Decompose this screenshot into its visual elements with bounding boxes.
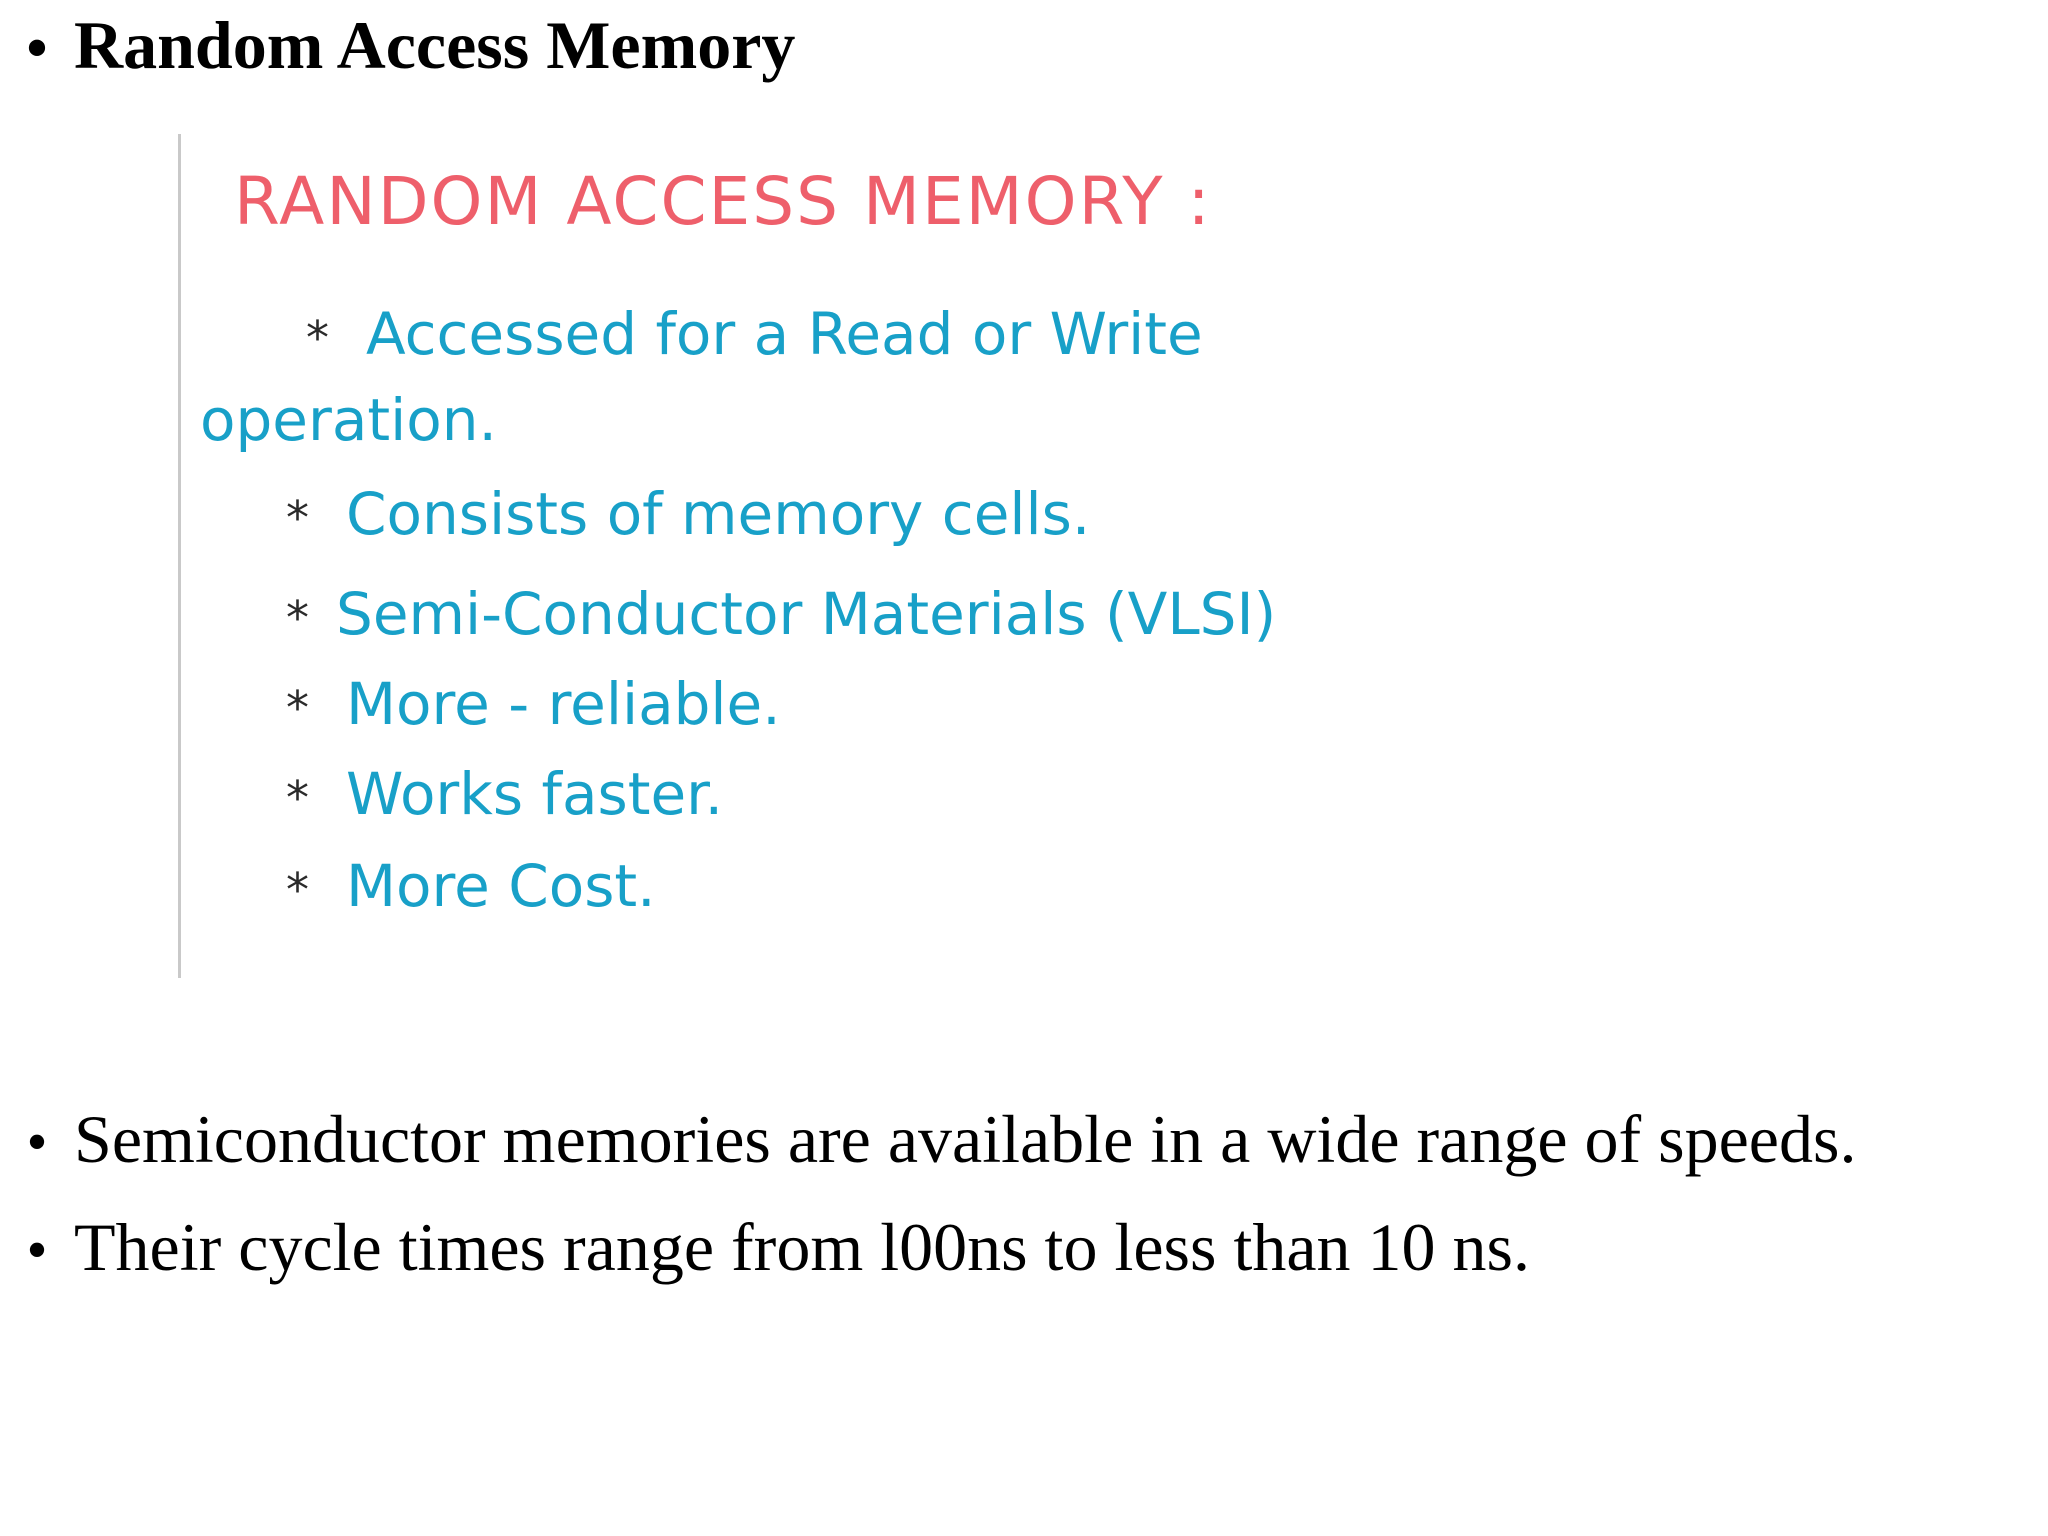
star-icon: * <box>286 591 309 645</box>
note-item: Accessed for a Read or Write <box>366 300 1203 368</box>
star-icon: * <box>286 681 309 735</box>
bullet-marker: • <box>26 1109 48 1175</box>
note-item: Semi-Conductor Materials (VLSI) <box>336 580 1277 648</box>
star-icon: * <box>286 491 309 545</box>
handwritten-notes-drawing <box>178 134 1278 978</box>
star-icon: * <box>306 311 329 365</box>
handwritten-notes-image <box>178 134 1278 978</box>
note-item: Consists of memory cells. <box>346 480 1091 548</box>
star-icon: * <box>286 771 309 825</box>
note-item: More Cost. <box>346 852 656 920</box>
bullet-line <box>0 1208 1530 1287</box>
note-item: Works faster. <box>346 760 724 828</box>
bullet-marker: • <box>26 1217 48 1283</box>
note-item: More - reliable. <box>346 670 781 738</box>
bullet-text: Semiconductor memories are available in a wide range of speeds. <box>74 1101 1857 1177</box>
bullet-line <box>0 1100 1856 1179</box>
note-title: RANDOM ACCESS MEMORY : <box>234 163 1212 240</box>
note-item: operation. <box>200 386 497 454</box>
star-icon: * <box>286 863 309 917</box>
bullet-text: Their cycle times range from l00ns to less than 10 ns. <box>74 1209 1530 1285</box>
heading-text: Random Access Memory <box>74 7 796 83</box>
heading-line <box>0 6 795 85</box>
heading-bullet: • <box>26 15 48 81</box>
